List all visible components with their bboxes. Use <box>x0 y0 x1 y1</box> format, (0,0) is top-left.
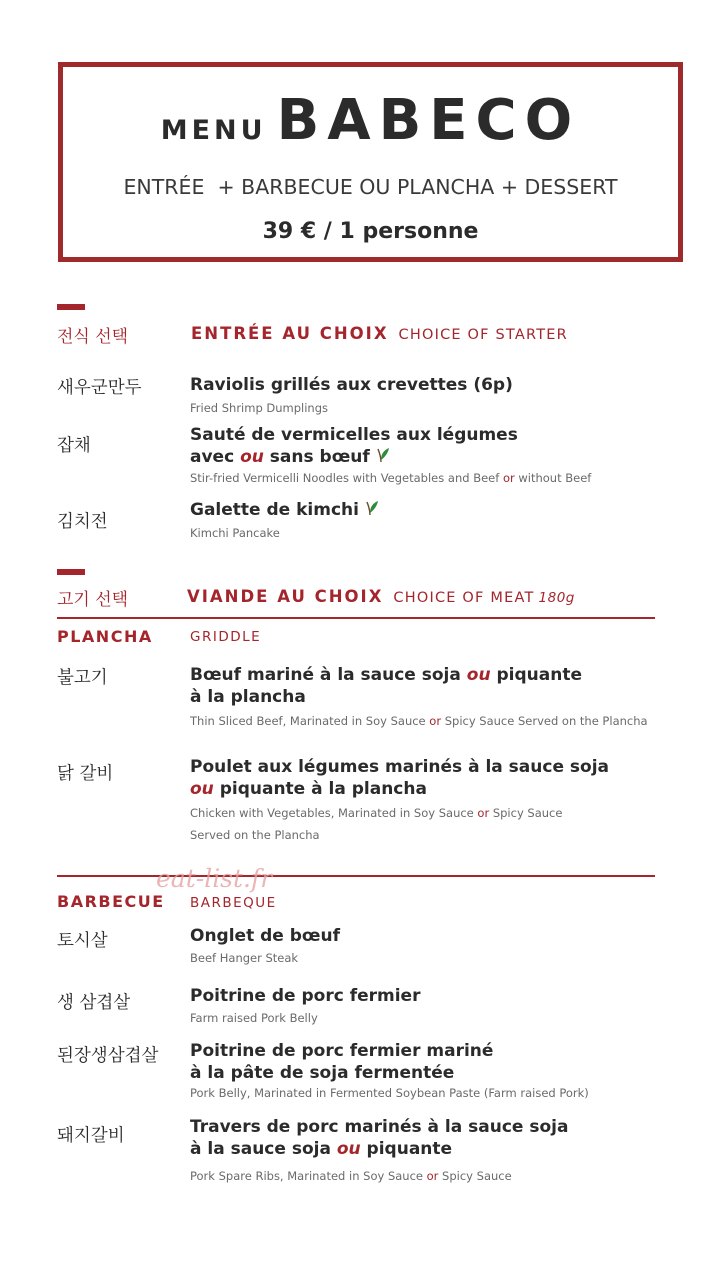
item-name-line: Travers de porc marinés à la sauce soja <box>190 1117 569 1137</box>
item-korean-name: 생 삼겹살 <box>57 993 131 1013</box>
divider <box>57 617 655 619</box>
item-name-text: sans bœuf <box>263 447 370 467</box>
item-name-line <box>190 446 518 468</box>
barbecue-english: BARBEQUE <box>190 895 277 911</box>
or-word: or <box>429 714 442 728</box>
starter-section-title <box>191 324 568 343</box>
description-text: Chicken with Vegetables, Marinated in Soy Sauce <box>190 806 478 820</box>
item-korean-name: 새우군만두 <box>57 378 142 398</box>
item-name: Onglet de bœuf <box>190 926 341 946</box>
or-word: ou <box>240 447 264 467</box>
item-name-text: Galette de kimchi <box>190 500 359 520</box>
description-text: Pork Spare Ribs, Marinated in Soy Sauce <box>190 1169 427 1183</box>
item-description <box>190 1165 512 1187</box>
item-korean-name: 닭 갈비 <box>57 764 114 784</box>
description-line: Served on the Plancha <box>190 828 320 842</box>
section-marker <box>57 569 85 575</box>
item-korean-name: 불고기 <box>57 668 108 688</box>
item-name <box>190 664 582 708</box>
or-word: ou <box>336 1139 361 1159</box>
item-name-line: Poitrine de porc fermier mariné <box>190 1041 494 1061</box>
description-text: Spicy Sauce <box>489 806 563 820</box>
description-text: Spicy Sauce Served on the Plancha <box>441 714 648 728</box>
meat-section-english <box>393 590 574 606</box>
or-word: ou <box>466 665 491 685</box>
item-name-text: piquante <box>360 1139 453 1159</box>
or-word: or <box>477 806 490 820</box>
menu-word: MENU <box>160 115 267 146</box>
vegetarian-leaf-icon <box>364 499 380 517</box>
item-description: Beef Hanger Steak <box>190 951 299 965</box>
item-name-text: Bœuf mariné à la sauce soja <box>190 665 467 685</box>
item-korean-name: 돼지갈비 <box>57 1126 125 1146</box>
meat-section-english-text: CHOICE OF MEAT <box>393 590 535 606</box>
meat-section-title <box>187 587 575 606</box>
item-description: Kimchi Pancake <box>190 526 280 540</box>
item-korean-name: 잡채 <box>57 436 91 456</box>
item-name <box>190 756 609 800</box>
brand-name: BABECO <box>276 88 581 153</box>
starter-section-english: CHOICE OF STARTER <box>398 327 568 343</box>
item-description <box>190 467 591 489</box>
item-name-text: piquante à la plancha <box>213 779 427 799</box>
starter-section-korean: 전식 선택 <box>57 327 129 347</box>
or-word: or <box>502 471 515 485</box>
item-description: Farm raised Pork Belly <box>190 1011 318 1025</box>
plancha-english: GRIDDLE <box>190 629 262 645</box>
section-marker <box>57 304 85 310</box>
description-text: without Beef <box>514 471 592 485</box>
item-name-line <box>190 778 609 800</box>
watermark: eat-list.fr <box>156 864 273 893</box>
item-name-line: à la plancha <box>190 687 306 707</box>
item-description <box>190 802 562 846</box>
item-korean-name: 김치전 <box>57 512 108 532</box>
divider <box>57 875 655 877</box>
vegetarian-leaf-icon <box>375 446 391 464</box>
or-word: ou <box>190 779 214 799</box>
item-name <box>190 1116 568 1160</box>
starter-section-french: ENTRÉE AU CHOIX <box>191 324 389 343</box>
item-description: Fried Shrimp Dumplings <box>190 401 329 415</box>
meat-weight: 180g <box>538 590 575 606</box>
menu-price: 39 € / 1 personne <box>262 219 479 244</box>
item-name <box>190 499 380 521</box>
menu-title <box>63 88 678 153</box>
item-name-text: piquante <box>490 665 582 685</box>
item-name-line: Sauté de vermicelles aux légumes <box>190 425 518 445</box>
meat-section-korean: 고기 선택 <box>57 590 129 610</box>
item-name-text: à la sauce soja <box>190 1139 337 1159</box>
item-name <box>190 1040 493 1084</box>
description-text: Spicy Sauce <box>438 1169 512 1183</box>
item-name-line: à la pâte de soja fermentée <box>190 1063 455 1083</box>
item-korean-name: 토시살 <box>57 931 108 951</box>
meat-section-french: VIANDE AU CHOIX <box>187 587 384 606</box>
item-korean-name: 된장생삼겹살 <box>57 1046 159 1066</box>
or-word: or <box>426 1169 439 1183</box>
item-description <box>190 710 648 732</box>
menu-header-frame <box>58 62 683 262</box>
item-name <box>190 424 518 468</box>
item-name: Raviolis grillés aux crevettes (6p) <box>190 375 513 395</box>
plancha-label: PLANCHA <box>57 627 153 646</box>
description-text: Thin Sliced Beef, Marinated in Soy Sauce <box>190 714 430 728</box>
barbecue-label: BARBECUE <box>57 892 165 911</box>
description-text: Stir-fried Vermicelli Noodles with Vegetables and Beef <box>190 471 503 485</box>
item-name-line: Poulet aux légumes marinés à la sauce soja <box>190 757 609 777</box>
item-name-line <box>190 664 582 686</box>
item-name: Poitrine de porc fermier <box>190 986 421 1006</box>
menu-formula: ENTRÉE + BARBECUE OU PLANCHA + DESSERT <box>123 175 618 199</box>
item-description: Pork Belly, Marinated in Fermented Soybean Paste (Farm raised Pork) <box>190 1086 589 1100</box>
item-name-line <box>190 1138 568 1160</box>
description-line <box>190 802 562 824</box>
item-name-text: avec <box>190 447 241 467</box>
